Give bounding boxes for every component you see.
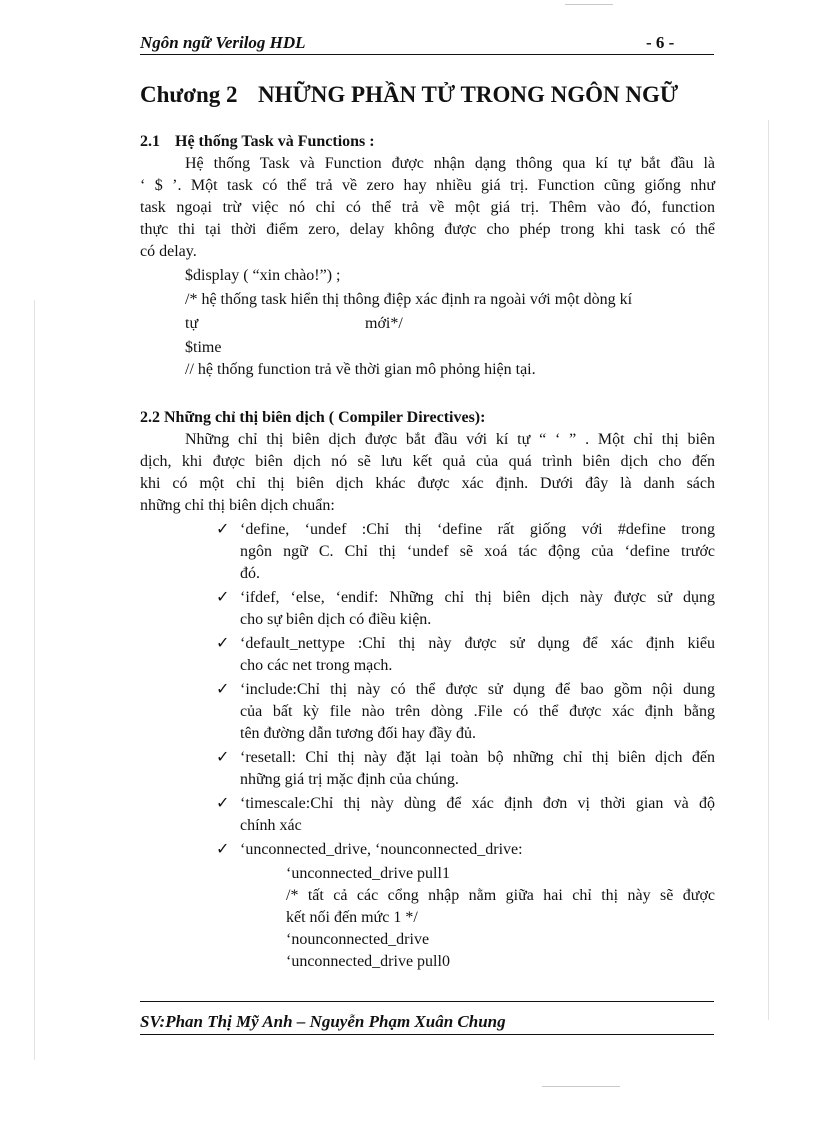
list-item-line: ‘timescale:Chỉ thị này dùng để xác định đơn vị thời gian và độ <box>240 795 715 812</box>
list-item-line: của bất kỳ file nào trên dòng .File có thể được xác định bằng <box>240 703 715 720</box>
checkmark-icon: ✓ <box>216 795 230 812</box>
section-heading <box>140 408 485 428</box>
scan-artifact <box>565 4 613 5</box>
header-title: Ngôn ngữ Verilog HDL <box>140 33 306 52</box>
code-line: mới*/ <box>365 315 403 332</box>
list-item-line: những giá trị mặc định của chúng. <box>240 771 459 788</box>
list-item-line: ‘include:Chỉ thị này có thể được sử dụng để bao gồm nội dung <box>240 681 715 698</box>
list-item-line: đó. <box>240 565 260 582</box>
footer-rule <box>140 1001 714 1002</box>
section-heading <box>140 132 375 152</box>
list-item-line: ‘ifdef, ‘else, ‘endif: Những chỉ thị biên dịch này được sử dụng <box>240 589 715 606</box>
code-comment-line: /* tất cả các cổng nhập nằm giữa hai chỉ thị này sẽ được <box>286 887 715 904</box>
footer-authors: SV:Phan Thị Mỹ Anh – Nguyễn Phạm Xuân Chung <box>140 1012 506 1031</box>
checkmark-icon: ✓ <box>216 589 230 606</box>
section-title: Hệ thống Task và Functions : <box>175 133 375 150</box>
list-item-line: tên đường dẫn tương đối hay đầy đủ. <box>240 725 477 742</box>
paragraph-line: khi có một chỉ thị biên dịch khác được xác định. Dưới đây là danh sách <box>140 475 715 492</box>
paragraph-line: Những chỉ thị biên dịch được bắt đầu với kí tự “ ‘ ” . Một chỉ thị biên <box>185 431 715 448</box>
list-item-line: ‘resetall: Chỉ thị này đặt lại toàn bộ những chỉ thị biên dịch đến <box>240 749 715 766</box>
code-line: ‘unconnected_drive pull0 <box>286 953 450 970</box>
chapter-number: Chương 2 <box>140 82 238 107</box>
scan-artifact <box>768 120 769 1020</box>
list-item-line: ‘define, ‘undef :Chỉ thị ‘define rất giống với #define trong <box>240 521 715 538</box>
code-line: $time <box>185 339 222 356</box>
list-item-line: ngôn ngữ C. Chỉ thị ‘undef sẽ xoá tác động của ‘define trước <box>240 543 715 560</box>
checkmark-icon: ✓ <box>216 635 230 652</box>
list-item-line: chính xác <box>240 817 302 834</box>
header-rule <box>140 54 714 55</box>
section-title: Những chỉ thị biên dịch ( Compiler Directives): <box>164 409 486 426</box>
paragraph-line: Hệ thống Task và Function được nhận dạng thông qua kí tự bắt đầu là <box>185 155 715 172</box>
scan-artifact <box>542 1086 620 1087</box>
chapter-title: NHỮNG PHẦN TỬ TRONG NGÔN NGỮ <box>258 82 679 107</box>
section-number: 2.2 <box>140 409 160 426</box>
list-item-line: ‘unconnected_drive, ‘nounconnected_drive: <box>240 841 523 858</box>
chapter-heading <box>140 80 678 110</box>
list-item-line: cho sự biên dịch có điều kiện. <box>240 611 432 628</box>
checkmark-icon: ✓ <box>216 749 230 766</box>
paragraph-line: có delay. <box>140 243 197 260</box>
code-comment-line: // hệ thống function trả về thời gian mô phỏng hiện tại. <box>185 361 536 378</box>
paragraph-line: ‘ $ ’. Một task có thể trả về zero hay nhiều giá trị. Function cũng giống như <box>140 177 715 194</box>
paragraph-line: những chỉ thị biên dịch chuẩn: <box>140 497 335 514</box>
code-line: /* hệ thống task hiển thị thông điệp xác định ra ngoài với một dòng kí <box>185 291 633 308</box>
code-comment-line: kết nối đến mức 1 */ <box>286 909 418 926</box>
code-line: tự <box>185 315 199 332</box>
checkmark-icon: ✓ <box>216 681 230 698</box>
section-number: 2.1 <box>140 133 160 150</box>
list-item-line: ‘default_nettype :Chỉ thị này được sử dụng để xác định kiểu <box>240 635 715 652</box>
footer-rule <box>140 1034 714 1035</box>
page-number: - 6 - <box>646 33 675 52</box>
paragraph-line: task ngoại trừ việc nó chỉ có thể trả về một giá trị. Thêm vào đó, function <box>140 199 715 216</box>
list-item-line: cho các net trong mạch. <box>240 657 393 674</box>
code-line: $display ( “xin chào!”) ; <box>185 267 341 284</box>
code-line: ‘nounconnected_drive <box>286 931 430 948</box>
checkmark-icon: ✓ <box>216 841 230 858</box>
paragraph-line: thực thi tại thời điểm zero, delay không được cho phép trong khi task có thể <box>140 221 715 238</box>
code-line: ‘unconnected_drive pull1 <box>286 865 450 882</box>
paragraph-line: dịch, khi được biên dịch nó sẽ lưu kết quả của quá trình biên dịch cho đến <box>140 453 715 470</box>
checkmark-icon: ✓ <box>216 521 230 538</box>
scan-artifact <box>34 300 35 1060</box>
